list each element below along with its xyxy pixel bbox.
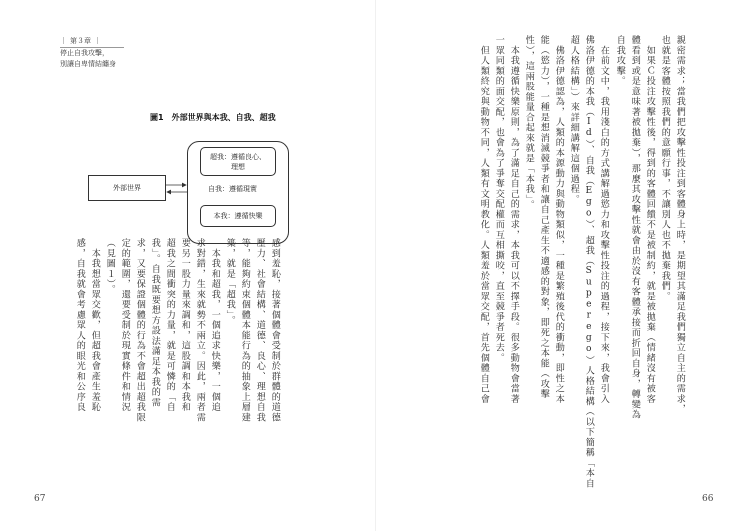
id-label: 本我：遵循快樂 [213,212,263,220]
left-col-13: 本我想當眾交歡，但超我會產生羞恥 [89,238,100,413]
left-col-5: 本我和超我，一個追求快樂，一個追 [209,238,220,413]
left-col-7: 要另一股力量來調和，這股調和本我和 [179,238,190,413]
left-col-14: 感，自我就會考慮眾人的眼光和公序良 [74,238,85,413]
right-col-6: 在前文中，我用淺白的方式講解過慾力和攻擊性投注的過程，接下來，我會引入 [598,35,609,404]
left-col-3: 等，能夠約束個體本能行為的抽象上層建 [239,238,250,423]
right-col-5: 自我攻擊。 [614,35,625,87]
right-col-13: 一眾同類的面交配，也會為了爭奪交配權而互相撕咬，直至競爭者死去。 [493,35,504,363]
left-col-9: 我」。自我既要想方設法滿足本我的需 [149,238,160,408]
superego-label-line-1: 超我：遵循良心、 [210,152,266,161]
chapter-title-line-2: 別讓自卑情結纏身 [60,60,116,68]
right-col-9: 佛洛伊德認為，人類的本源動力與動物類似，一種是繁殖後代的衝動，即性之本 [553,35,564,404]
right-col-1: 親密需求；當我們把攻擊性投注到客體身上時，是期望其滿足我們獨立自主的需求， [674,35,685,415]
left-col-11: 定的範圍，還要受制於現實條件和情況 [119,238,130,413]
right-col-7: 佛洛伊德的本我（Id）、自我（Ego）、超我（Superego）人格結構（以下簡稱「本自 [583,35,594,489]
right-col-11: 性），這兩股能量合起來就是「本我」。 [523,35,534,211]
left-col-10: 求，又要保證個體的行為不會超出超我限 [134,238,145,423]
left-col-12: （見圖１）。 [104,238,115,295]
external-world-label: 外部世界 [113,184,141,192]
right-col-14: 但人類終究與動物不同，人類有文明教化。人類羞於當眾交配，首先個體自己會 [478,35,489,404]
chapter-tag: ｜ 第３章 ｜ [60,37,101,45]
left-col-4: 築，就是「超我」。 [224,238,235,326]
right-col-2: 也就是客體按照我們的意願行事，不讓別人也不拋棄我們。 [659,35,670,302]
ego-label: 自我：遵循現實 [208,185,257,193]
right-col-3: 如果Ｃ投注攻擊性後，得到的客體回饋不是被制約，就是被拋棄（情緒沒有被客 [644,35,655,404]
chapter-title-line-1: 停止自我攻擊， [60,49,109,57]
figure-title: 圖1 外部世界與本我、自我、超我 [150,113,276,122]
left-page-number: 67 [34,494,46,504]
superego-label-line-2: 理想 [231,162,245,171]
left-col-2: 壓力、社會結構、道德、良心、理想自我 [254,238,265,423]
right-col-10: 能（慾力），一種是想消滅競爭者和讓自己產生不適感的對象，即死之本能（攻擊 [538,35,549,400]
right-col-12: 本我遵循快樂原則，為了滿足自己的需求，本我可以不擇手段。很多動物會當著 [508,35,519,404]
left-col-6: 求對錯，生來就勢不兩立。因此，兩者需 [194,238,205,423]
right-col-8: 超人格結構」）來詳細講解這個過程。 [568,35,579,205]
right-col-4: 體看到或是意味著被拋棄），那麼其攻擊性就會由於沒有客體承接而折回自身，轉變為 [629,35,640,420]
left-col-8: 超我之間衝突的力量，就是可憐的「自 [164,238,175,413]
left-col-1: 感到羞恥，接著個體會受制於群體的道德 [269,238,280,423]
right-page [376,0,750,531]
right-page-number: 66 [702,494,714,504]
